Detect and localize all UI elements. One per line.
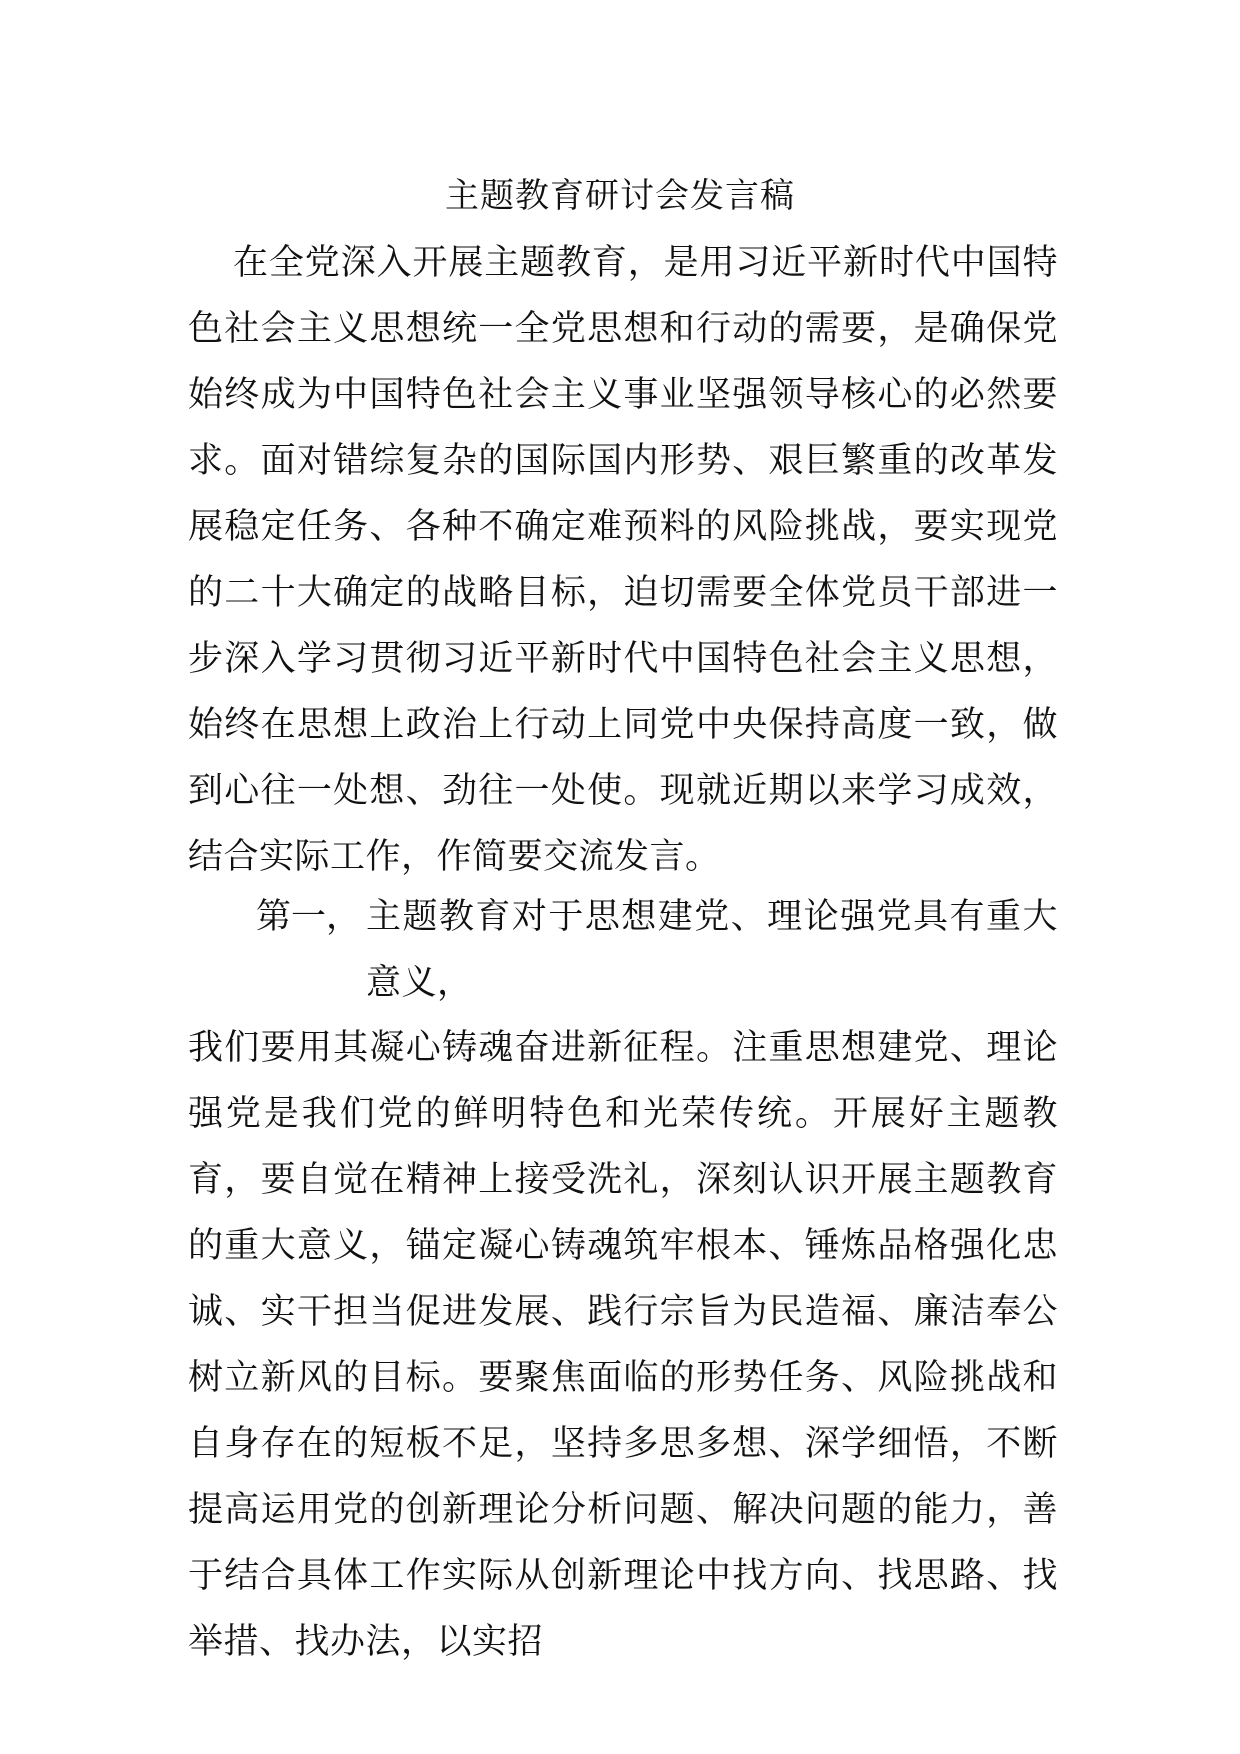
- intro-paragraph: 在全党深入开展主题教育，是用习近平新时代中国特色社会主义思想统一全党思想和行动的需要，是确保党始终成为中国特色社会主义事业坚强领导核心的必然要求。面对错综复杂的国际国内形势、艰巨繁重的改革发展稳定任务、各种不确定难预料的风险挑战，要实现党的二十大确定的战略目标，迫切需要全体党员干部进一步深入学习贯彻习近平新时代中国特色社会主义思想，始终在思想上政治上行动上同党中央保持高度一致，做到心往一处想、劲往一处使。现就近期以来学习成效，结合实际工作，作简要交流发言。: [188, 243, 1058, 877]
- section-number: 第一，: [256, 897, 362, 937]
- section-heading-text: 主题教育对于思想建党、理论强党具有重大意义，: [366, 897, 1058, 1003]
- body-paragraph: 我们要用其凝心铸魂奋进新征程。注重思想建党、理论强党是我们党的鲜明特色和光荣传统。开展好主题教育，要自觉在精神上接受洗礼，深刻认识开展主题教育的重大意义，锚定凝心铸魂筑牢根本、锤炼品格强化忠诚、实干担当促进发展、践行宗旨为民造福、廉洁奉公树立新风的目标。要聚焦面临的形势任务、风险挑战和自身存在的短板不足，坚持多思多想、深学细悟，不断提高运用党的创新理论分析问题、解决问题的能力，善于结合具体工作实际从创新理论中找方向、找思路、找举措、找办法，以实招: [188, 1028, 1058, 1662]
- document-title: 主题教育研讨会发言稿: [445, 176, 795, 216]
